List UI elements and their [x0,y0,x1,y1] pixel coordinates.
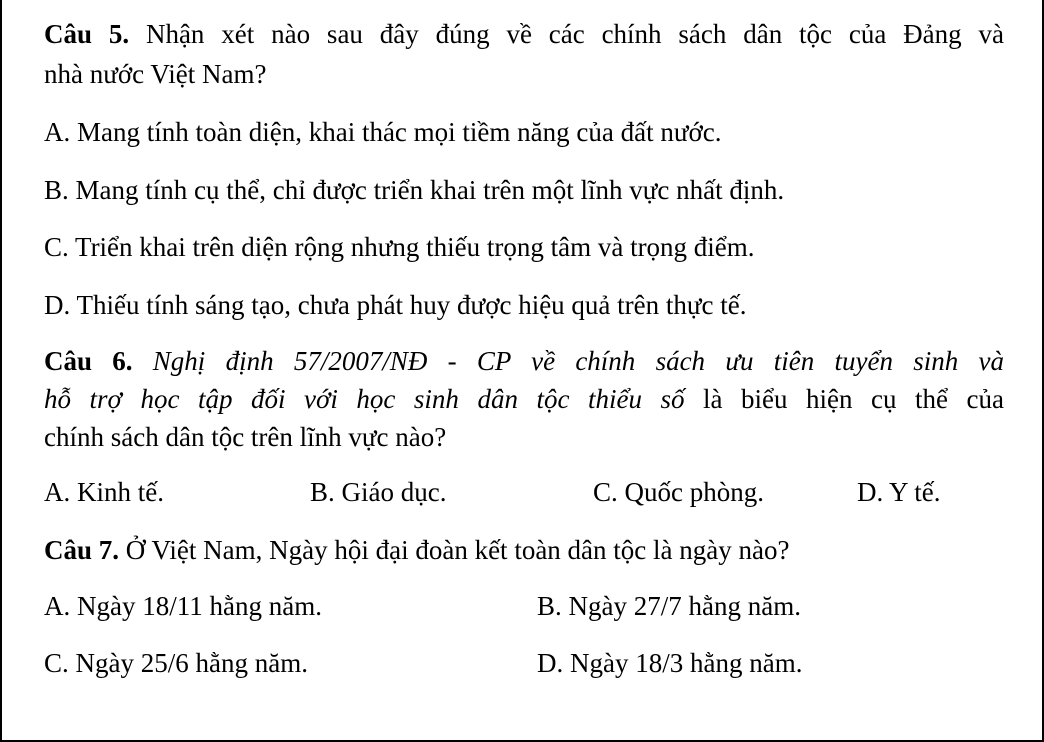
question-6-option-d[interactable]: D. Y tế. [857,477,941,507]
question-6-label: Câu 6. [44,346,133,376]
question-5-option-c[interactable]: C. Triển khai trên diện rộng nhưng thiếu trọng tâm và trọng điểm. [44,232,755,262]
question-7-text-1: Ở Việt Nam, Ngày hội đại đoàn kết toàn dân tộc là ngày nào? [125,535,790,565]
question-6-option-a[interactable]: A. Kinh tế. [44,477,164,507]
question-7-option-c[interactable]: C. Ngày 25/6 hằng năm. [44,648,308,678]
question-5-label: Câu 5. [44,19,130,49]
question-5-option-d[interactable]: D. Thiếu tính sáng tạo, chưa phát huy được hiệu quả trên thực tế. [44,290,747,320]
question-5-option-a[interactable]: A. Mang tính toàn diện, khai thác mọi tiềm năng của đất nước. [44,117,722,147]
question-6-option-c[interactable]: C. Quốc phòng. [593,477,764,507]
question-6-italic-2: hỗ trợ học tập đối với học sinh dân tộc thiểu số [44,384,685,414]
question-6-line-2 [44,383,1004,415]
question-5-option-b[interactable]: B. Mang tính cụ thể, chỉ được triển khai trên một lĩnh vực nhất định. [44,175,785,205]
question-6-text-3: chính sách dân tộc trên lĩnh vực nào? [44,422,447,452]
question-7-option-d[interactable]: D. Ngày 18/3 hằng năm. [537,648,803,678]
question-7-option-a[interactable]: A. Ngày 18/11 hằng năm. [44,591,322,621]
question-5-line-1 [44,18,1004,50]
question-6-line-1 [44,345,1004,377]
question-6-option-b[interactable]: B. Giáo dục. [310,477,447,507]
question-6-text-2: là biểu hiện cụ thể của [703,384,1005,414]
question-5-text-2: nhà nước Việt Nam? [44,59,267,89]
question-7-line-1 [44,534,789,566]
question-7-option-b[interactable]: B. Ngày 27/7 hằng năm. [537,591,801,621]
question-7-label: Câu 7. [44,535,120,565]
question-6-italic-1: Nghị định 57/2007/NĐ - CP về chính sách ưu tiên tuyển sinh và [152,346,1005,376]
question-5-text-1: Nhận xét nào sau đây đúng về các chính sách dân tộc của Đảng và [145,19,1004,49]
